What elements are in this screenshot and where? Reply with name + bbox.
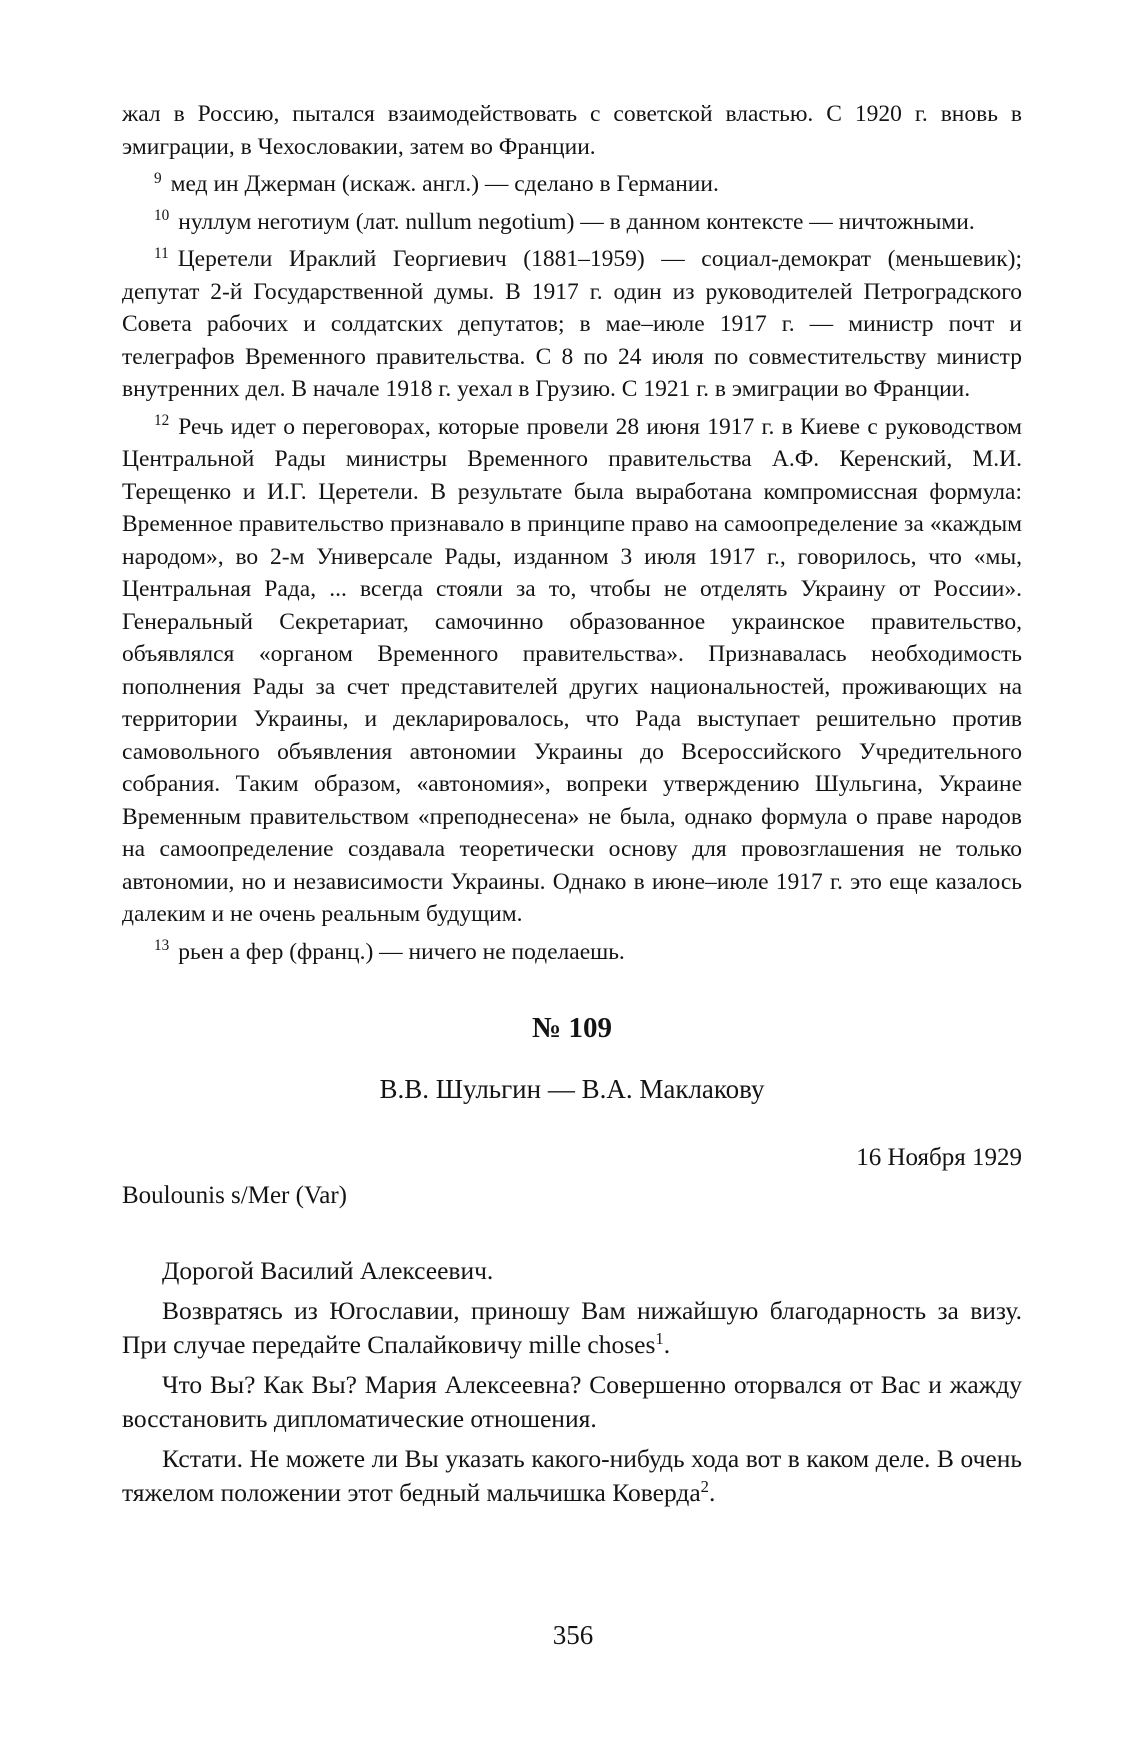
- page-content: [122, 98, 1022, 1510]
- document-number: № 109: [532, 1012, 612, 1044]
- page-number: 356: [552, 1620, 594, 1650]
- letter-salutation: Дорогой Василий Алексеевич.: [162, 1256, 494, 1285]
- footnote-13-text: рьен а фер (франц.) — ничего не поделаешь.: [178, 938, 625, 965]
- letter-paragraph-1-end: .: [663, 1330, 671, 1359]
- footnote-11-text: Церетели Ираклий Георгиевич (1881–1959) — социал-демократ (меньшевик); депутат 2-й Государственной думы. В 1917 г. один из руководителей Петроградского Совета рабочих и солдатских депутатов; в мае–июле 1917 г. — министр почт и телеграфов Временного правительства. С 8 по 24 июля по совместительству министр внутренних дел. В начале 1918 г. уехал в Грузию. С 1921 г. в эмиграции во Франции.: [122, 246, 1022, 402]
- letter-paragraph-1-text: Возвратясь из Югославии, приношу Вам нижайшую благодарность за визу. При случае передайте Спалайковичу mille choses: [122, 1296, 1022, 1359]
- footnote-ref-1: 1: [655, 1328, 664, 1348]
- letter-paragraph-3: [122, 1442, 1022, 1510]
- footnote-8-continuation: жал в Россию, пытался взаимодействовать с советской властью. С 1920 г. вновь в эмиграции, в Чехословакии, затем во Франции.: [122, 101, 1022, 160]
- footnote-13: [122, 936, 1022, 969]
- footnote-9: [122, 168, 1022, 201]
- footnote-10-text: нуллум неготиум (лат. nullum negotium) — в данном контексте — ничтожными.: [178, 208, 975, 235]
- letter-date: 16 Ноября 1929: [856, 1144, 1022, 1171]
- footnote-12-number: 12: [154, 412, 170, 430]
- letter-paragraph-2: Что Вы? Как Вы? Мария Алексеевна? Совершенно оторвался от Вас и жажду восстановить дипломатические отношения.: [122, 1370, 1022, 1433]
- footnote-13-number: 13: [154, 937, 170, 955]
- footnote-12-text: Речь идет о переговорах, которые провели 28 июня 1917 г. в Киеве с руководством Центральной Рады министры Временного правительства А.Ф. Керенский, М.И. Терещенко и И.Г. Церетели. В результате была выработана компромиссная формула: Временное правительство признавало в принципе право на самоопределение за «каждым народом», во 2-м Универсале Рады, изданном 3 июля 1917 г., говорилось, что «мы, Центральная Рада, ... всегда стояли за то, чтобы не отделять Украину от России». Генеральный Секретариат, самочинно образованное украинское правительство, объявлялся «органом Временного правительства». Признавалась необходимость пополнения Рады за счет представителей других национальностей, проживающих на территории Украины, и декларировалось, что Рада выступает решительно против самовольного объявления автономии Украины до Всероссийского Учредительного собрания. Таким образом, «автономия», вопреки утверждению Шульгина, Украине Временным правительством «преподнесена» не была, однако формула о праве народов на самоопределение создавала теоретически основу для провозглашения не только автономии, но и независимости Украины. Однако в июне–июле 1917 г. это еще казалось далеким и не очень реальным будущим.: [122, 413, 1022, 927]
- footnote-11-number: 11: [154, 244, 169, 262]
- footnote-11: [122, 243, 1022, 406]
- footnote-12: [122, 411, 1022, 931]
- letter-paragraph-3-text: Кстати. Не можете ли Вы указать какого-нибудь хода вот в каком деле. В очень тяжелом положении этот бедный мальчишка Коверда: [122, 1444, 1022, 1507]
- letter-place: Boulounis s/Mer (Var): [122, 1182, 347, 1209]
- letter-paragraph-1: [122, 1294, 1022, 1362]
- document-title: В.В. Шульгин — В.А. Маклакову: [379, 1074, 765, 1104]
- footnote-10-number: 10: [154, 207, 170, 225]
- footnote-10: [122, 206, 1022, 239]
- letter-paragraph-3-end: .: [708, 1478, 716, 1507]
- footnote-ref-2: 2: [700, 1476, 709, 1496]
- footnote-9-number: 9: [154, 169, 162, 187]
- footnote-9-text: мед ин Джерман (искаж. англ.) — сделано в Германии.: [170, 171, 719, 197]
